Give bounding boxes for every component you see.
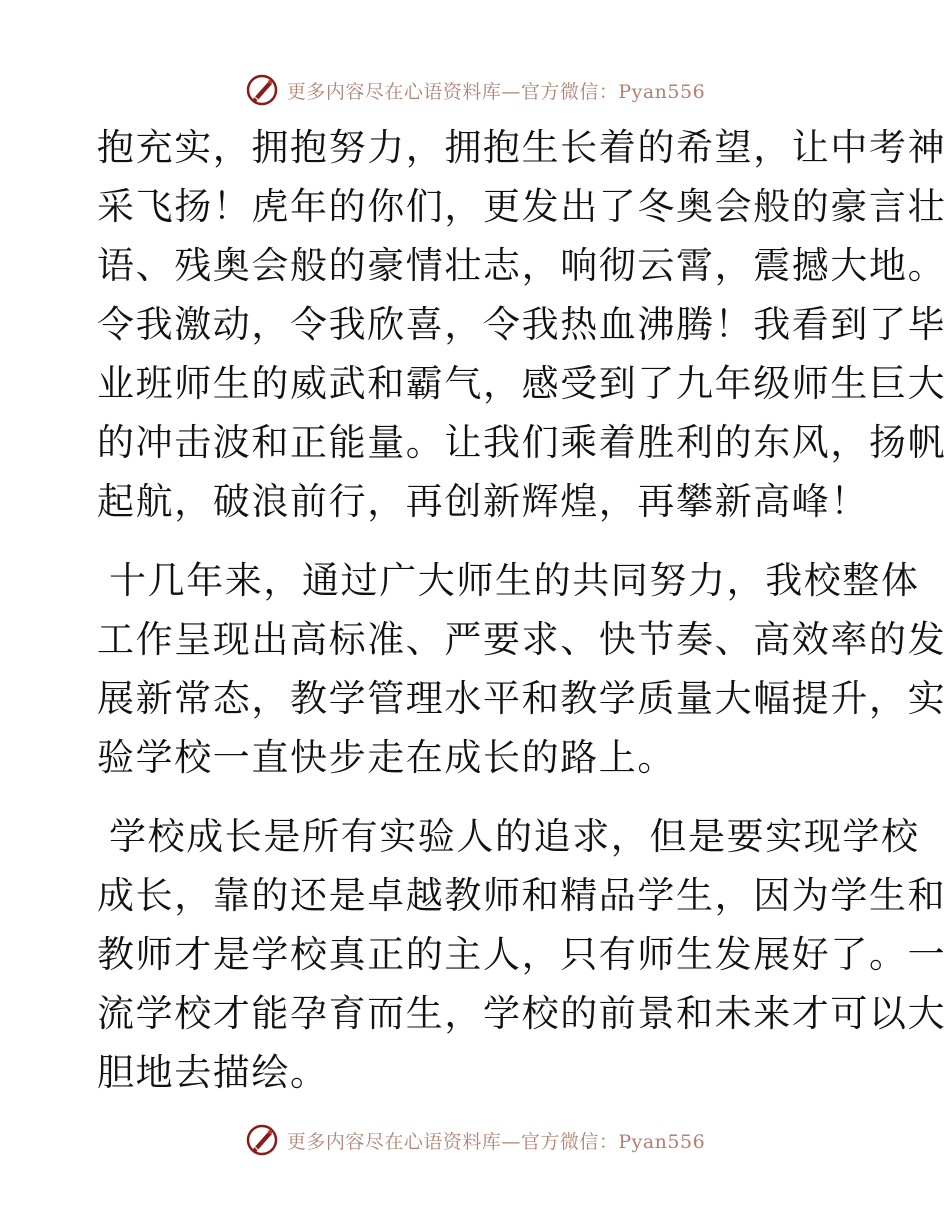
footer-banner-text: 更多内容尽在心语资料库—官方微信：Pyan556 <box>286 1130 706 1153</box>
text-line: 采飞扬！虎年的你们，更发出了冬奥会般的豪言壮 <box>97 185 947 228</box>
text-line: 验学校一直快步走在成长的路上。 <box>97 736 676 779</box>
text-line: 十几年来，通过广大师生的共同努力，我校整体 <box>109 559 920 602</box>
text-line: 工作呈现出高标准、严要求、快节奏、高效率的发 <box>97 618 947 661</box>
footer-banner <box>0 1120 950 1160</box>
text-line: 令我激动，令我欣喜，令我热血沸腾！我看到了毕 <box>97 303 947 346</box>
paragraph-1 <box>97 118 947 531</box>
quill-pen-logo-icon <box>245 73 279 107</box>
paragraph-2 <box>97 551 947 787</box>
text-line: 教师才是学校真正的主人，只有师生发展好了。一 <box>97 933 947 976</box>
text-line: 业班师生的威武和霸气，感受到了九年级师生巨大 <box>97 362 947 405</box>
text-line: 的冲击波和正能量。让我们乘着胜利的东风，扬帆 <box>97 421 947 464</box>
text-line: 抱充实，拥抱努力，拥抱生长着的希望，让中考神 <box>97 126 947 169</box>
text-line: 语、残奥会般的豪情壮志，响彻云霄，震撼大地。 <box>97 244 947 287</box>
text-line: 起航，破浪前行，再创新辉煌，再攀新高峰！ <box>97 480 869 523</box>
text-line: 胆地去描绘。 <box>97 1051 329 1094</box>
header-banner-text: 更多内容尽在心语资料库—官方微信：Pyan556 <box>286 80 706 103</box>
document-body <box>97 118 947 1102</box>
paragraph-3 <box>97 807 947 1102</box>
quill-pen-logo-icon <box>245 1123 279 1157</box>
text-line: 学校成长是所有实验人的追求，但是要实现学校 <box>109 815 920 858</box>
text-line: 成长，靠的还是卓越教师和精品学生，因为学生和 <box>97 874 947 917</box>
text-line: 展新常态，教学管理水平和教学质量大幅提升，实 <box>97 677 947 720</box>
text-line: 流学校才能孕育而生，学校的前景和未来才可以大 <box>97 992 947 1035</box>
header-banner <box>0 70 950 110</box>
